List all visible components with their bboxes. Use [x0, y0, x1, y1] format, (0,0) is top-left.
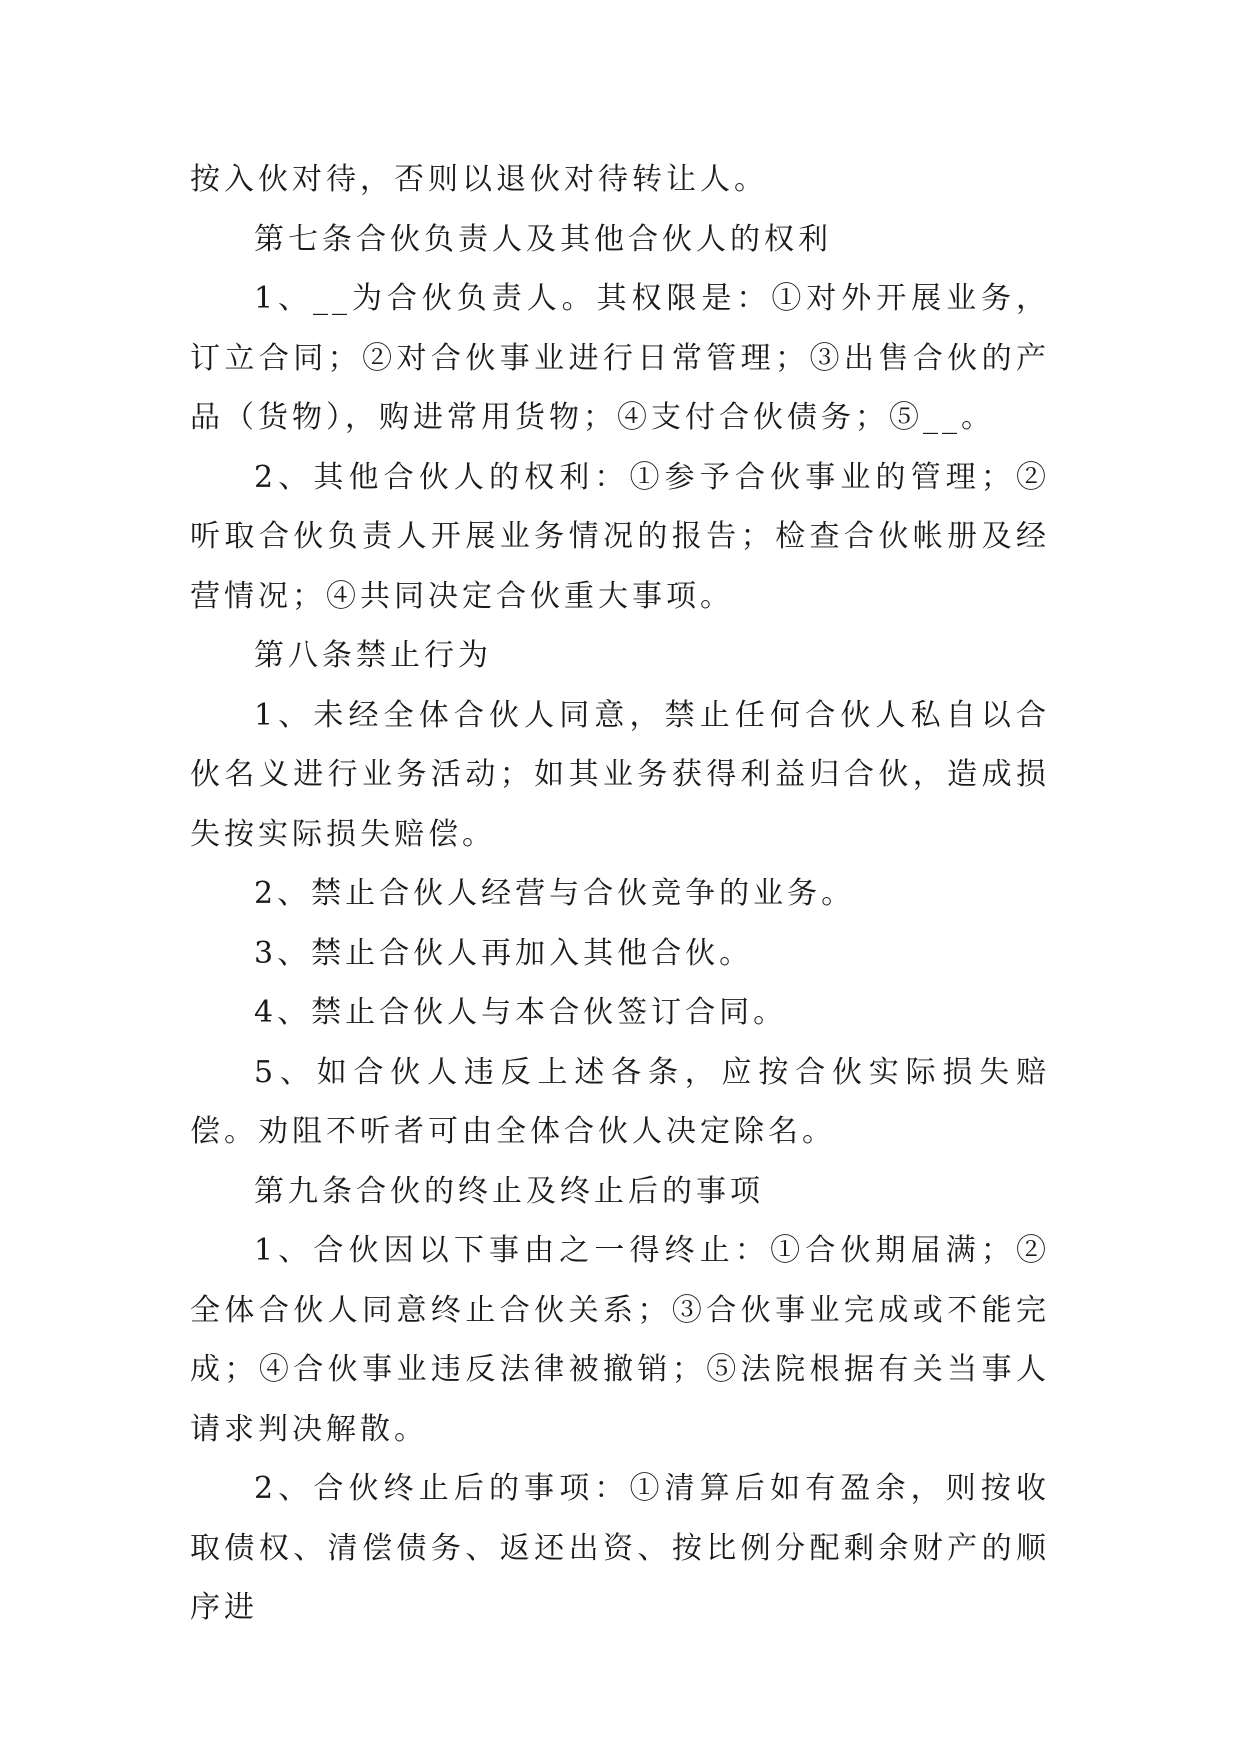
article-8-clause-4: 4、禁止合伙人与本合伙签订合同。 [254, 995, 788, 1030]
article-8-clause-3: 3、禁止合伙人再加入其他合伙。 [254, 935, 754, 971]
article-9-clause-2: 2、合伙终止后的事项：①清算后如有盈余，则按收取债权、清偿债务、返还出资、按比例分配剩余财产的顺序进 [190, 1471, 1050, 1625]
article-9-heading: 第九条合伙的终止及终止后的事项 [254, 1173, 764, 1209]
article-9-clause-1: 1、合伙因以下事由之一得终止：①合伙期届满；②全体合伙人同意终止合伙关系；③合伙事业完成或不能完成；④合伙事业违反法律被撤销；⑤法院根据有关当事人请求判决解散。 [190, 1233, 1050, 1447]
article-8-heading: 第八条禁止行为 [254, 638, 492, 673]
article-8-clause-5: 5、如合伙人违反上述各条，应按合伙实际损失赔偿。劝阻不听者可由全体合伙人决定除名。 [190, 1054, 1050, 1149]
paragraph-continuation: 按入伙对待，否则以退伙对待转让人。 [190, 162, 768, 197]
article-7-clause-1: 1、__为合伙负责人。其权限是：①对外开展业务，订立合同；②对合伙事业进行日常管理；③出售合伙的产品（货物），购进常用货物；④支付合伙债务；⑤__。 [190, 281, 1050, 435]
article-8-clause-1: 1、未经全体合伙人同意，禁止任何合伙人私自以合伙名义进行业务活动；如其业务获得利益归合伙，造成损失按实际损失赔偿。 [190, 697, 1050, 852]
article-8-clause-2: 2、禁止合伙人经营与合伙竞争的业务。 [254, 876, 856, 911]
article-7-clause-2: 2、其他合伙人的权利：①参予合伙事业的管理；②听取合伙负责人开展业务情况的报告；检查合伙帐册及经营情况；④共同决定合伙重大事项。 [190, 459, 1050, 614]
document-page [190, 150, 1050, 1638]
article-7-heading: 第七条合伙负责人及其他合伙人的权利 [254, 221, 832, 257]
